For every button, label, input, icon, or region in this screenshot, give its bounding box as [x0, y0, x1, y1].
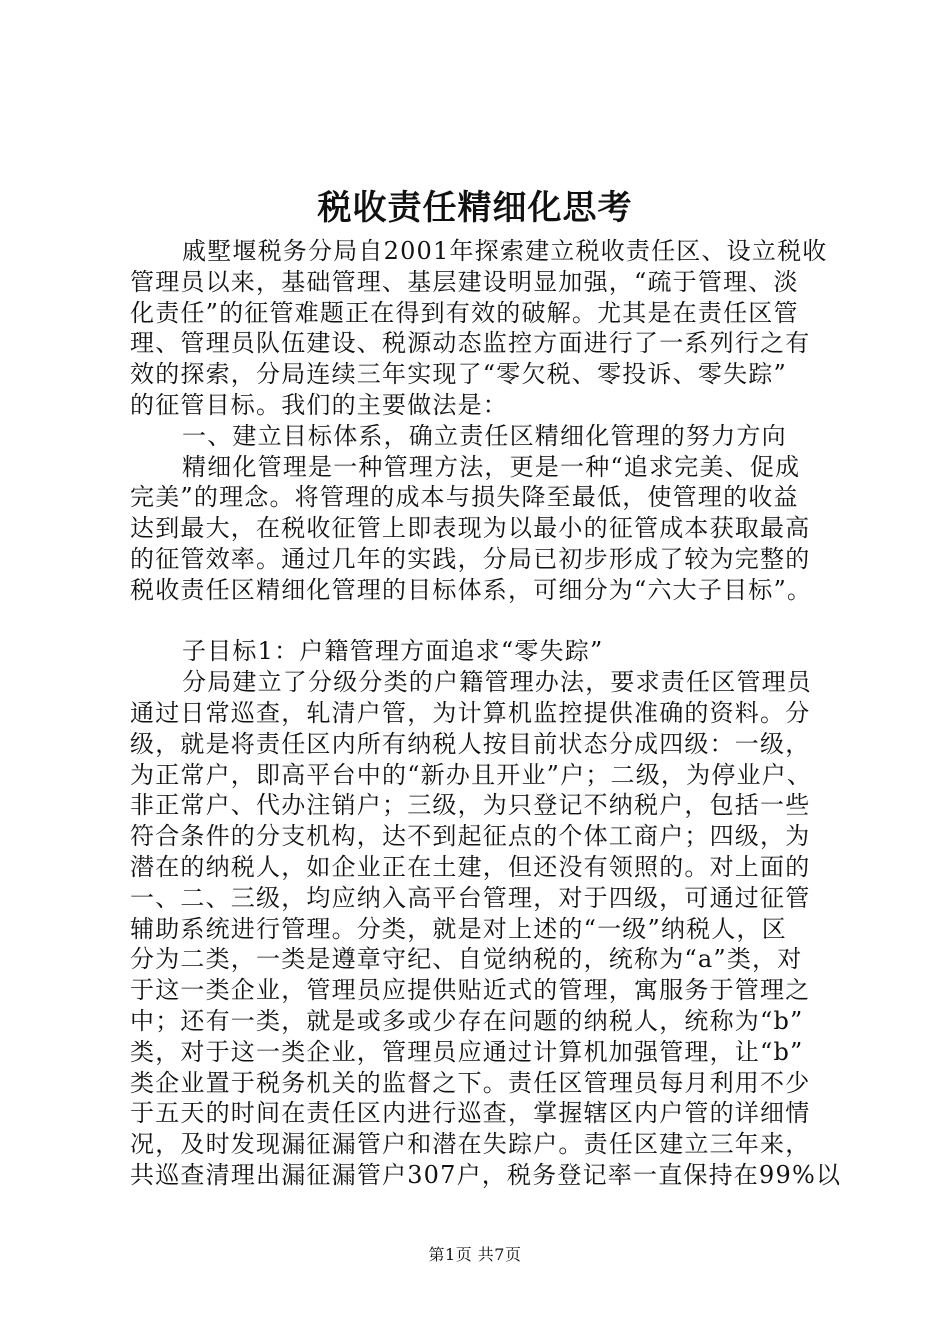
- document-body: [130, 236, 842, 1191]
- text-line: 于五天的时间在责任区内进行巡查，掌握辖区内户管的详细情: [130, 1099, 811, 1128]
- text-line: 化责任”的征管难题正在得到有效的破解。尤其是在责任区管: [130, 298, 799, 327]
- text-line: 理、管理员队伍建设、税源动态监控方面进行了一系列行之有: [130, 329, 811, 358]
- text-line: 级，就是将责任区内所有纳税人按目前状态分成四级：一级，: [130, 729, 811, 758]
- text-line: 分为二类，一类是遵章守纪、自觉纳税的，统称为“a”类，对: [130, 945, 803, 974]
- subsection-heading: 子目标1：户籍管理方面追求“零失踪”: [182, 637, 604, 666]
- text-line: 于这一类企业，管理员应提供贴近式的管理，寓服务于管理之: [130, 976, 811, 1005]
- section-heading: 一、建立目标体系，确立责任区精细化管理的努力方向: [182, 421, 787, 450]
- text-line: 辅助系统进行管理。分类，就是对上述的“一级”纳税人，区: [130, 914, 787, 943]
- text-line: 为正常户，即高平台中的“新办且开业”户；二级，为停业户、: [130, 760, 813, 789]
- text-line: 况，及时发现漏征漏管户和潜在失踪户。责任区建立三年来，: [130, 1130, 811, 1159]
- text-line: 符合条件的分支机构，达不到起征点的个体工商户；四级，为: [130, 822, 811, 851]
- document-title: 税收责任精细化思考: [317, 188, 633, 228]
- text-line: 管理员以来，基础管理、基层建设明显加强，“疏于管理、淡: [130, 267, 799, 296]
- text-line: 的征管目标。我们的主要做法是：: [130, 390, 508, 419]
- text-line: 类，对于这一类企业，管理员应通过计算机加强管理，让“b”: [130, 1037, 804, 1066]
- text-line: 达到最大，在税收征管上即表现为以最小的征管成本获取最高: [130, 514, 811, 543]
- text-line: 的征管效率。通过几年的实践，分局已初步形成了较为完整的: [130, 544, 811, 573]
- text-line: 完美”的理念。将管理的成本与损失降至最低，使管理的收益: [130, 483, 799, 512]
- text-line: 效的探索，分局连续三年实现了“零欠税、零投诉、零失踪”: [130, 360, 787, 389]
- text-line: 潜在的纳税人，如企业正在土建，但还没有领照的。对上面的: [130, 852, 811, 881]
- page-footer: 第1页 共7页: [428, 1245, 522, 1264]
- text-line: 共巡查清理出漏征漏管户307户，税务登记率一直保持在99%以: [130, 1160, 842, 1189]
- text-line: 非正常户、代办注销户；三级，为只登记不纳税户，包括一些: [130, 791, 811, 820]
- text-line: 税收责任区精细化管理的目标体系，可细分为“六大子目标”。: [130, 575, 813, 604]
- text-line: 分局建立了分级分类的户籍管理办法，要求责任区管理员: [182, 668, 812, 697]
- blank-line: [130, 606, 830, 637]
- text-line: 中；还有一类，就是或多或少存在问题的纳税人，统称为“b”: [130, 1006, 804, 1035]
- text-line: 精细化管理是一种管理方法，更是一种“追求完美、促成: [182, 452, 801, 481]
- text-line: 类企业置于税务机关的监督之下。责任区管理员每月利用不少: [130, 1068, 811, 1097]
- text-line: 戚墅堰税务分局自2001年探索建立税收责任区、设立税收: [182, 237, 828, 265]
- text-line: 一、二、三级，均应纳入高平台管理，对于四级，可通过征管: [130, 883, 811, 912]
- text-line: 通过日常巡查，轧清户管，为计算机监控提供准确的资料。分: [130, 698, 811, 727]
